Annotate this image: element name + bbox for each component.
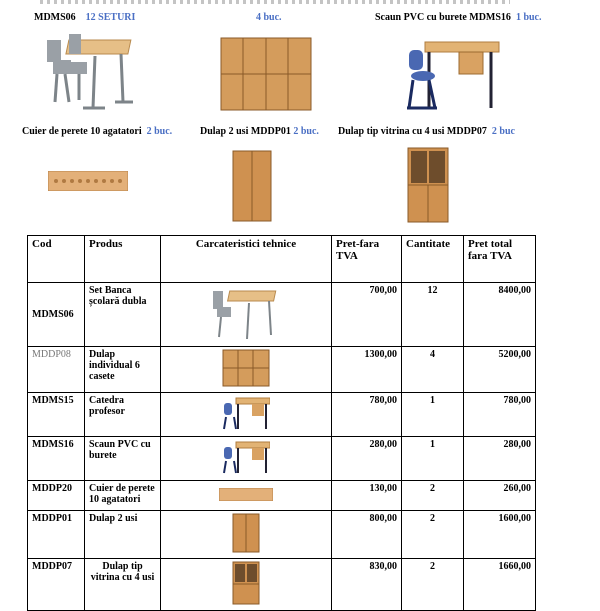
cell-image <box>161 283 332 347</box>
price-table <box>27 235 536 611</box>
cell-total: 780,00 <box>464 393 536 437</box>
table-row <box>28 437 536 481</box>
table-row <box>28 559 536 611</box>
vitrine-cabinet-image <box>232 561 260 605</box>
col-header: Pret-fara TVA <box>332 236 402 283</box>
caption-desk-set: MDMS06 12 SETURI <box>34 12 136 23</box>
cell-produs: Cuier de perete 10 agatatori <box>85 481 161 511</box>
pvc-chair-image <box>222 439 270 475</box>
cell-image <box>161 511 332 559</box>
table-header-row <box>28 236 536 283</box>
cell-cod: MDDP01 <box>28 511 85 559</box>
cell-produs: Catedra profesor <box>85 393 161 437</box>
cell-cantitate: 4 <box>402 347 464 393</box>
table-row <box>28 481 536 511</box>
cell-pret: 700,00 <box>332 283 402 347</box>
cell-total: 260,00 <box>464 481 536 511</box>
school-desk-image <box>43 30 138 112</box>
table-row <box>28 393 536 437</box>
cell-produs: Scaun PVC cu burete <box>85 437 161 481</box>
cell-produs: Dulap individual 6 casete <box>85 347 161 393</box>
caption-wardrobe: Dulap 2 usi MDDP01 2 buc. <box>200 126 319 137</box>
cell-cantitate: 1 <box>402 437 464 481</box>
cropped-header-text <box>40 0 510 4</box>
cell-pret: 830,00 <box>332 559 402 611</box>
cell-pret: 1300,00 <box>332 347 402 393</box>
cell-cod: MDMS16 <box>28 437 85 481</box>
cell-produs: Dulap tip vitrina cu 4 usi <box>85 559 161 611</box>
cell-total: 1660,00 <box>464 559 536 611</box>
cell-total: 5200,00 <box>464 347 536 393</box>
col-header: Cod <box>28 236 85 283</box>
coat-rack-image <box>48 171 128 191</box>
wardrobe-image <box>232 150 272 222</box>
school-desk-image <box>211 285 281 341</box>
cell-pret: 130,00 <box>332 481 402 511</box>
cell-cantitate: 2 <box>402 559 464 611</box>
cell-produs: Set Banca școlară dubla <box>85 283 161 347</box>
caption-vitrine: Dulap tip vitrina cu 4 usi MDDP07 2 buc <box>338 126 515 137</box>
cell-image <box>161 437 332 481</box>
cell-cantitate: 2 <box>402 481 464 511</box>
cell-pret: 280,00 <box>332 437 402 481</box>
cell-cod: MDDP07 <box>28 559 85 611</box>
locker-cabinet-image <box>222 349 270 387</box>
cell-cantitate: 2 <box>402 511 464 559</box>
cell-total: 280,00 <box>464 437 536 481</box>
cell-cod: MDDP20 <box>28 481 85 511</box>
table-row <box>28 347 536 393</box>
col-header: Carcateristici tehnice <box>161 236 332 283</box>
cell-cod: MDDP08 <box>28 347 85 393</box>
teacher-desk-chair-image <box>405 38 500 112</box>
caption-chair: Scaun PVC cu burete MDMS16 1 buc. <box>375 12 542 23</box>
col-header: Pret total fara TVA <box>464 236 536 283</box>
cell-pret: 780,00 <box>332 393 402 437</box>
cell-produs: Dulap 2 usi <box>85 511 161 559</box>
col-header: Cantitate <box>402 236 464 283</box>
cell-total: 8400,00 <box>464 283 536 347</box>
cell-image <box>161 347 332 393</box>
table-row <box>28 511 536 559</box>
caption-coat-rack: Cuier de perete 10 agatatori 2 buc. <box>22 126 173 137</box>
cell-cantitate: 12 <box>402 283 464 347</box>
table-row <box>28 283 536 347</box>
coat-rack-image <box>219 488 273 501</box>
caption-lockers: 4 buc. <box>256 12 282 23</box>
teacher-desk-image <box>222 395 270 431</box>
cell-cod: MDMS06 <box>28 283 85 347</box>
cell-cantitate: 1 <box>402 393 464 437</box>
cell-image <box>161 559 332 611</box>
cell-image <box>161 481 332 511</box>
cell-image <box>161 393 332 437</box>
vitrine-cabinet-image <box>407 147 449 223</box>
col-header: Produs <box>85 236 161 283</box>
cell-total: 1600,00 <box>464 511 536 559</box>
cell-pret: 800,00 <box>332 511 402 559</box>
cell-cod: MDMS15 <box>28 393 85 437</box>
locker-cabinet-image <box>220 37 312 111</box>
wardrobe-image <box>232 513 260 553</box>
